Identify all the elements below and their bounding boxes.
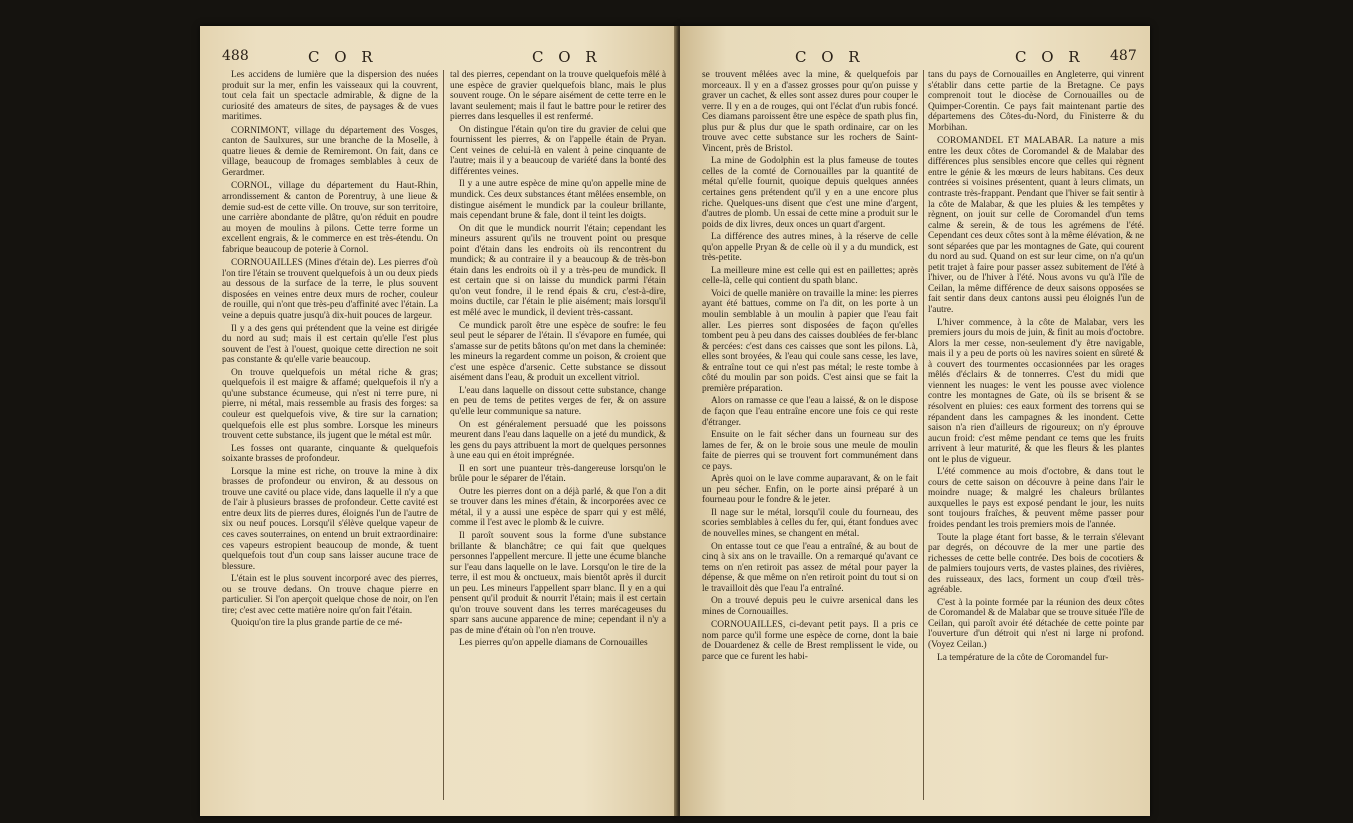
paragraph: On trouve quelquefois un métal riche & gras; quelquefois il est maigre & affamé; quelquefois il n'y a qu'une substance écumeuse, qui n'est ni terre pure, ni pierre, ni métal, mais ressemble au frasis des forges: sa couleur est quelquefois vive, & tire sur la carnation; quelquefois elle est plus sombre. Lorsque les mineurs trouvent cette substance, ils jugent que le métal est mûr. xyxy=(222,367,438,442)
paragraph: On distingue l'étain qu'on tire du gravier de celui que fournissent les pierres, & on l'appelle étain de Pryan. Cent veines de celui-là en valent à peine cinquante de l'autre; mais il y a beaucoup de variété dans la bonté des différentes veines. xyxy=(450,124,666,177)
paragraph: Après quoi on le lave comme auparavant, & on le fait un peu sécher. Enfin, on le porte ainsi préparé à un fourneau pour le fondre & le jeter. xyxy=(702,474,918,506)
paragraph: Alors on ramasse ce que l'eau a laissé, & on le dispose de façon que l'eau entraîne encore une fois ce qui reste d'étranger. xyxy=(702,396,918,428)
paragraph: Les fosses ont quarante, cinquante & quelquefois soixante brasses de profondeur. xyxy=(222,443,438,465)
paragraph: Il y a des gens qui prétendent que la veine est dirigée du nord au sud; mais il est certain qu'elle l'est plus souvent de l'est à l'ouest, quoique cette direction ne soit pas constante & qu'elle varie beaucoup. xyxy=(222,323,438,366)
paragraph: COROMANDEL ET MALABAR. La nature a mis entre les deux côtes de Coromandel & de Malabar des différences plus sensibles encore que celles qui règnent entre le génie & les mœurs de leurs habitans. Ces deux contrées si voisines présentent, quant à leurs climats, un contraste très-frappant. Pendant que l'hiver se fait sentir à la côte de Malabar, & que les pluies & les tempêtes y règnent, on jouit sur celle de Coromandel d'un tems calme & serein, & de tous les agrémens de l'été. Cependant ces deux côtes sont à la même élévation, & ne sont séparées que par les montagnes de Gate, qui courent du nord au sud. Quand on est sur leur cime, on n'a qu'un petit trajet à faire pour passer assez subitement de l'été à l'hiver, ou de l'hiver à l'été. Nous avons vu qu'à l'île de Ceilan, la même différence de deux saisons opposées se fait sentir dans deux cantons aussi peu éloignés l'un de l'autre. xyxy=(928,136,1144,316)
right-page xyxy=(680,26,1150,816)
right-column-1 xyxy=(702,70,918,808)
paragraph: Voici de quelle manière on travaille la mine: les pierres ayant été battues, comme on l'a dit, on les porte à un moulin semblable à un moulin à papier que l'eau fait aller. Les pierres sont disposées de façon qu'elles tombent peu à peu dans des caisses doublées de fer-blanc & percées: c'est dans ces caisses que sont les pilons. Là, elles sont broyées, & l'eau qui coule sans cesse, les lave, & entraîne tout ce qui n'est pas métal; le reste tombe à côté du moulin par son poids. C'est ainsi que se fait la première préparation. xyxy=(702,288,918,394)
paragraph: On a trouvé depuis peu le cuivre arsenical dans les mines de Cornouailles. xyxy=(702,596,918,617)
running-head-right-2: C O R xyxy=(1015,48,1085,66)
column-divider xyxy=(923,70,924,800)
left-column-2 xyxy=(450,70,666,808)
left-page xyxy=(200,26,678,816)
paragraph: Quoiqu'on tire la plus grande partie de ce mé- xyxy=(231,618,403,629)
column-divider xyxy=(443,70,444,800)
paragraph: Il en sort une puanteur très-dangereuse lorsqu'on le brûle pour le séparer de l'étain. xyxy=(450,463,666,485)
paragraph: On entasse tout ce que l'eau a entraîné, & au bout de cinq à six ans on le travaille. On a remarqué qu'avant ce tems on n'en retiroit pas assez de métal pour payer la dépense, & que même on n'en retiroit point du tout si on le travailloit dès que l'eau l'a entraîné. xyxy=(702,541,918,594)
paragraph: Il y a une autre espèce de mine qu'on appelle mine de mundick. Ces deux substances étant mêlées ensemble, on distingue aisément le mundick par la couleur brillante, mais cependant brune & fale, dont il teint les doigts. xyxy=(450,179,666,222)
left-column-1 xyxy=(222,70,438,808)
paragraph: L'été commence au mois d'octobre, & dans tout le cours de cette saison on découvre à peine dans l'air le moindre nuage; & malgré les chaleurs brûlantes auxquelles le pays est exposé pendant le jour, les nuits sont toujours fraîches, & peuvent même passer pour froides pendant les trois premiers mois de l'année. xyxy=(928,467,1144,530)
running-head-left-1: C O R xyxy=(308,48,378,66)
paragraph: CORNIMONT, village du département des Vosges, canton de Saulxures, sur une branche de la Moselle, à quatre lieues & demie de Remiremont. On fait, dans ce village, beaucoup de fromages semblables à ceux de Gerardmer. xyxy=(222,125,438,178)
paragraph: tans du pays de Cornouailles en Angleterre, qui vinrent s'établir dans cette partie de la Bretagne. Ce pays comprenoit tout le diocèse de Cornouailles ou de Quimper-Corentin. Ce pays fait maintenant partie des départemens des Côtes-du-Nord, du Finisterre & du Morbihan. xyxy=(928,70,1144,133)
paragraph: Il nage sur le métal, lorsqu'il coule du fourneau, des scories semblables à celles du fer, qui, étant fondues avec de nouvelles mines, se changent en métal. xyxy=(702,507,918,539)
paragraph: Les pierres qu'on appelle diamans de Cornouailles xyxy=(459,638,648,649)
paragraph: se trouvent mêlées avec la mine, & quelquefois par morceaux. Il y en a d'assez grosses pour qu'on puisse y graver un cachet, & elles sont assez dures pour couper le verre. Il y en a de rouges, qui ont l'éclat d'un rubis foncé. Ces diamans paroissent être une espèce de spath plus fin, plus pur & plus dur que le spath ordinaire, car on les trouve avec cette substance sur les rochers de Saint-Vincent, près de Bristol. xyxy=(702,70,918,154)
paragraph: La différence des autres mines, à la réserve de celle qu'on appelle Pryan & de celle où il y a du mundick, est très-petite. xyxy=(702,232,918,264)
paragraph: L'eau dans laquelle on dissout cette substance, change en peu de tems de petites verges de fer, & on assure qu'elle leur communique sa nature. xyxy=(450,385,666,417)
page-number-right: 487 xyxy=(1110,48,1137,64)
paragraph: CORNOUAILLES (Mines d'étain de). Les pierres d'où l'on tire l'étain se trouvent quelquefois à un ou deux pieds au dessous de la surface de la terre, le plus souvent disposées en veines entre deux murs de rocher, couleur de rouille, qui n'ont que très-peu d'affinité avec l'étain. La veine a depuis quatre jusqu'à dix-huit pouces de largeur. xyxy=(222,258,438,322)
paragraph: tal des pierres, cependant on la trouve quelquefois mêlé à une espèce de gravier quelquefois blanc, mais le plus souvent rouge. On le sépare aisément de cette terre en le lavant seulement; mais il faut le battre pour le retirer des pierres dans lesquelles il est renfermé. xyxy=(450,70,666,123)
paragraph: La mine de Godolphin est la plus fameuse de toutes celles de la comté de Cornouailles par la quantité de métal qu'elle fournit, quoique depuis quelques années certaines gens prétendent qu'il y en a une encore plus riche. Quelques-uns disent que c'est une mine d'argent, d'autres de plomb. Un essai de cette mine a produit sur le poids de dix livres, deux onces un quart d'argent. xyxy=(702,156,918,230)
paragraph: Lorsque la mine est riche, on trouve la mine à dix brasses de profondeur ou environ, & au dessous on trouve une cavité ou place vide, dans laquelle il n'y a que de l'air à plusieurs brasses de profondeur. Cette cavité est entre deux lits de pierres dures, éloignés l'un de l'autre de six ou neuf pouces. Lorsqu'il s'élève quelque vapeur de ces caves souterraines, on entend un bruit extraordinaire: ces vapeurs estropient beaucoup de monde, & tuent quelquefois tout d'un coup sans laisser aucune trace de blessure. xyxy=(222,466,438,572)
paragraph: C'est à la pointe formée par la réunion des deux côtes de Coromandel & de Malabar que se trouve située l'île de Ceilan, qui paroît avoir été détachée de cette pointe par l'ouverture d'un détroit qui n'est ni large ni profond. (Voyez Ceilan.) xyxy=(928,597,1144,650)
paragraph: La température de la côte de Coromandel fur- xyxy=(937,652,1109,663)
paragraph: L'hiver commence, à la côte de Malabar, vers les premiers jours du mois de juin, & finit au mois d'octobre. Alors la mer cesse, non-seulement d'y être navigable, mais il y a peu de ports où les navires soient en sûreté & à couvert des tourmentes occasionnées par les orages mêlés d'éclairs & de tonnerres. C'est du midi que viennent les nuages: le vent les pousse avec violence contre les montagnes de Gate, où ils se brisent & se résolvent en pluies: ces eaux forment des torrens qui se répandent dans les campagnes & les inondent. Cette saison n'a rien d'ailleurs de rigoureux; on n'y éprouve aucun froid: c'est même pendant ce tems que les fruits arrivent à leur maturité, & que les fleurs & les plantes ont le plus de vigueur. xyxy=(928,317,1144,465)
right-column-2 xyxy=(928,70,1144,808)
paragraph: Ce mundick paroît être une espèce de soufre: le feu seul peut le séparer de l'étain. Il s'évapore en fumée, qui s'amasse sur de petits bâtons qu'on met dans la cheminée: les mineurs la regardent comme un poison, & croient que c'est une espèce d'arsenic. Cette substance se dissout aisément dans l'eau, & produit un excellent vitriol. xyxy=(450,320,666,384)
paragraph: La meilleure mine est celle qui est en paillettes; après celle-là, celle qui contient du spath blanc. xyxy=(702,265,918,287)
paragraph: Toute la plage étant fort basse, & le terrain s'élevant par degrés, on découvre de la mer une partie des richesses de cette belle contrée. Des bois de cocotiers & de palmiers toujours verts, de vastes plaines, des rivières, des ruisseaux, des lacs, forment un coup d'œil très-agréable. xyxy=(928,532,1144,596)
page-number-left: 488 xyxy=(222,48,249,64)
paragraph: On est généralement persuadé que les poissons meurent dans l'eau dans laquelle on a jeté du mundick, & les gens du pays attribuent la mort de quelques personnes à une eau qui en étoit imprégnée. xyxy=(450,419,666,462)
paragraph: Ensuite on le fait sécher dans un fourneau sur des lames de fer, & on le broie sous une meule de moulin faite de pierres qui se trouvent fort communément dans ce pays. xyxy=(702,430,918,472)
paragraph: L'étain est le plus souvent incorporé avec des pierres, ou se trouve dedans. On trouve chaque pierre en particulier. Si l'on aperçoit quelque chose de noir, on l'en tire; c'est avec cette matière noire qu'on fait l'étain. xyxy=(222,574,438,616)
paragraph: Il paroît souvent sous la forme d'une substance brillante & blanchâtre; ce qui fait que quelques personnes l'appellent mercure. Il jette une écume blanche sur l'eau dans laquelle on le lave. Lorsqu'on le tire de la terre, il est mou & onctueux, mais bientôt après il durcit un peu. Les mineurs l'appellent sparr blanc. Il y en a qui pensent qu'il produit & nourrit l'étain; mais il est certain qu'on trouve souvent dans les terres marécageuses du sparr sans aucune apparence de mine; cependant il n'y a pas de mine d'étain où l'on n'en trouve. xyxy=(450,530,666,636)
running-head-left-2: C O R xyxy=(532,48,602,66)
running-head-right-1: C O R xyxy=(795,48,865,66)
paragraph: CORNOL, village du département du Haut-Rhin, arrondissement & canton de Porentruy, à une lieue & demie sud-est de cette ville. On trouve, sur son territoire, une carrière abondante de plâtre, qu'on réduit en poudre au moyen de moulins à pilons. Cette terre forme un excellent engrais, & le commerce en est très-étendu. On fabrique beaucoup de poterie à Cornol. xyxy=(222,181,438,255)
paragraph: CORNOUAILLES, ci-devant petit pays. Il a pris ce nom parce qu'il forme une espèce de corne, dont la baie de Douardenez & celle de Brest remplissent le vide, ou parce que ce furent les habi- xyxy=(702,620,918,662)
paragraph: Outre les pierres dont on a déjà parlé, & que l'on a dit se trouver dans les mines d'étain, & incorporées avec ce métal, il y a aussi une espèce de sparr qui y est mêlé, comme il l'est avec le plomb & le cuivre. xyxy=(450,486,666,529)
paragraph: Les accidens de lumière que la dispersion des nuées produit sur la mer, enfin les vaisseaux qui la couvrent, tout cela fait un spectacle admirable, & digne de la curiosité des amateurs de sites, de paysages & de vues maritimes. xyxy=(222,70,438,123)
paragraph: On dit que le mundick nourrit l'étain; cependant les mineurs assurent qu'ils ne trouvent point ou presque point d'étain dans les endroits où ils rencontrent du mundick; & au contraire il y a beaucoup & de très-bon étain dans les endroits où il y a très-peu de mundick. Il est certain que si on laisse du mundick parmi l'étain qu'on veut fondre, il le rend épais & cru, c'est-à-dire, moins ductile, car l'étain le plie aisément; mais lorsqu'il est mêlé avec le mundick, il devient très-cassant. xyxy=(450,223,666,319)
